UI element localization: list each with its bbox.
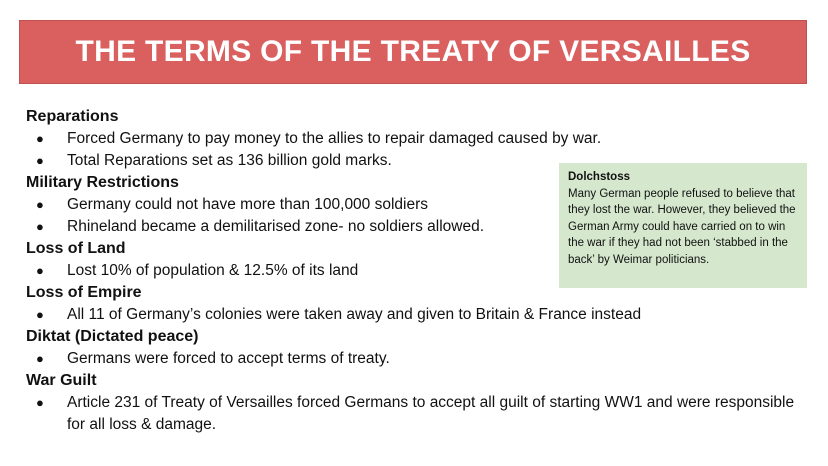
bullet-text: Forced Germany to pay money to the allies to repair damaged caused by war. <box>67 130 602 147</box>
section-heading: Loss of Land <box>26 240 126 257</box>
bullet-text: Lost 10% of population & 12.5% of its land <box>67 262 359 279</box>
bullet-item <box>26 348 806 370</box>
bullet-list <box>26 348 806 370</box>
page-title: THE TERMS OF THE TREATY OF VERSAILLES <box>75 35 751 68</box>
section-war-guilt <box>26 370 806 436</box>
bullet-text: Article 231 of Treaty of Versailles forced Germans to accept all guilt of starting WW1 and were responsible for all loss & damage. <box>67 394 795 433</box>
section-heading: Diktat (Dictated peace) <box>26 328 199 345</box>
bullet-item <box>26 304 806 326</box>
note-text: Many German people refused to believe that they lost the war. However, they believed the German Army could have carried on to win the war if they had not been ‘stabbed in the back’ by Weimar politicians. <box>568 187 796 266</box>
bullet-item <box>26 392 806 436</box>
section-loss-of-empire <box>26 282 806 326</box>
section-diktat <box>26 326 806 370</box>
bullet-icon: ● <box>36 153 44 168</box>
note-title: Dolchstoss <box>568 171 630 183</box>
bullet-text: Germans were forced to accept terms of treaty. <box>67 350 390 367</box>
bullet-icon: ● <box>36 219 44 234</box>
bullet-icon: ● <box>36 197 44 212</box>
title-banner <box>19 20 807 84</box>
bullet-item <box>26 128 806 150</box>
bullet-text: Total Reparations set as 136 billion gold marks. <box>67 152 392 169</box>
bullet-icon: ● <box>36 131 44 146</box>
bullet-icon: ● <box>36 351 44 366</box>
section-heading: Military Restrictions <box>26 174 179 191</box>
section-heading: Loss of Empire <box>26 284 142 301</box>
bullet-text: All 11 of Germany’s colonies were taken away and given to Britain & France instead <box>67 306 642 323</box>
bullet-text: Rhineland became a demilitarised zone- no soldiers allowed. <box>67 218 485 235</box>
bullet-icon: ● <box>36 263 44 278</box>
section-heading: Reparations <box>26 108 119 125</box>
bullet-icon: ● <box>36 307 44 322</box>
bullet-text: Germany could not have more than 100,000 soldiers <box>67 196 429 213</box>
dolchstoss-note <box>559 163 807 288</box>
bullet-icon: ● <box>36 395 44 410</box>
bullet-list <box>26 304 806 326</box>
section-heading: War Guilt <box>26 372 97 389</box>
bullet-list <box>26 392 806 436</box>
